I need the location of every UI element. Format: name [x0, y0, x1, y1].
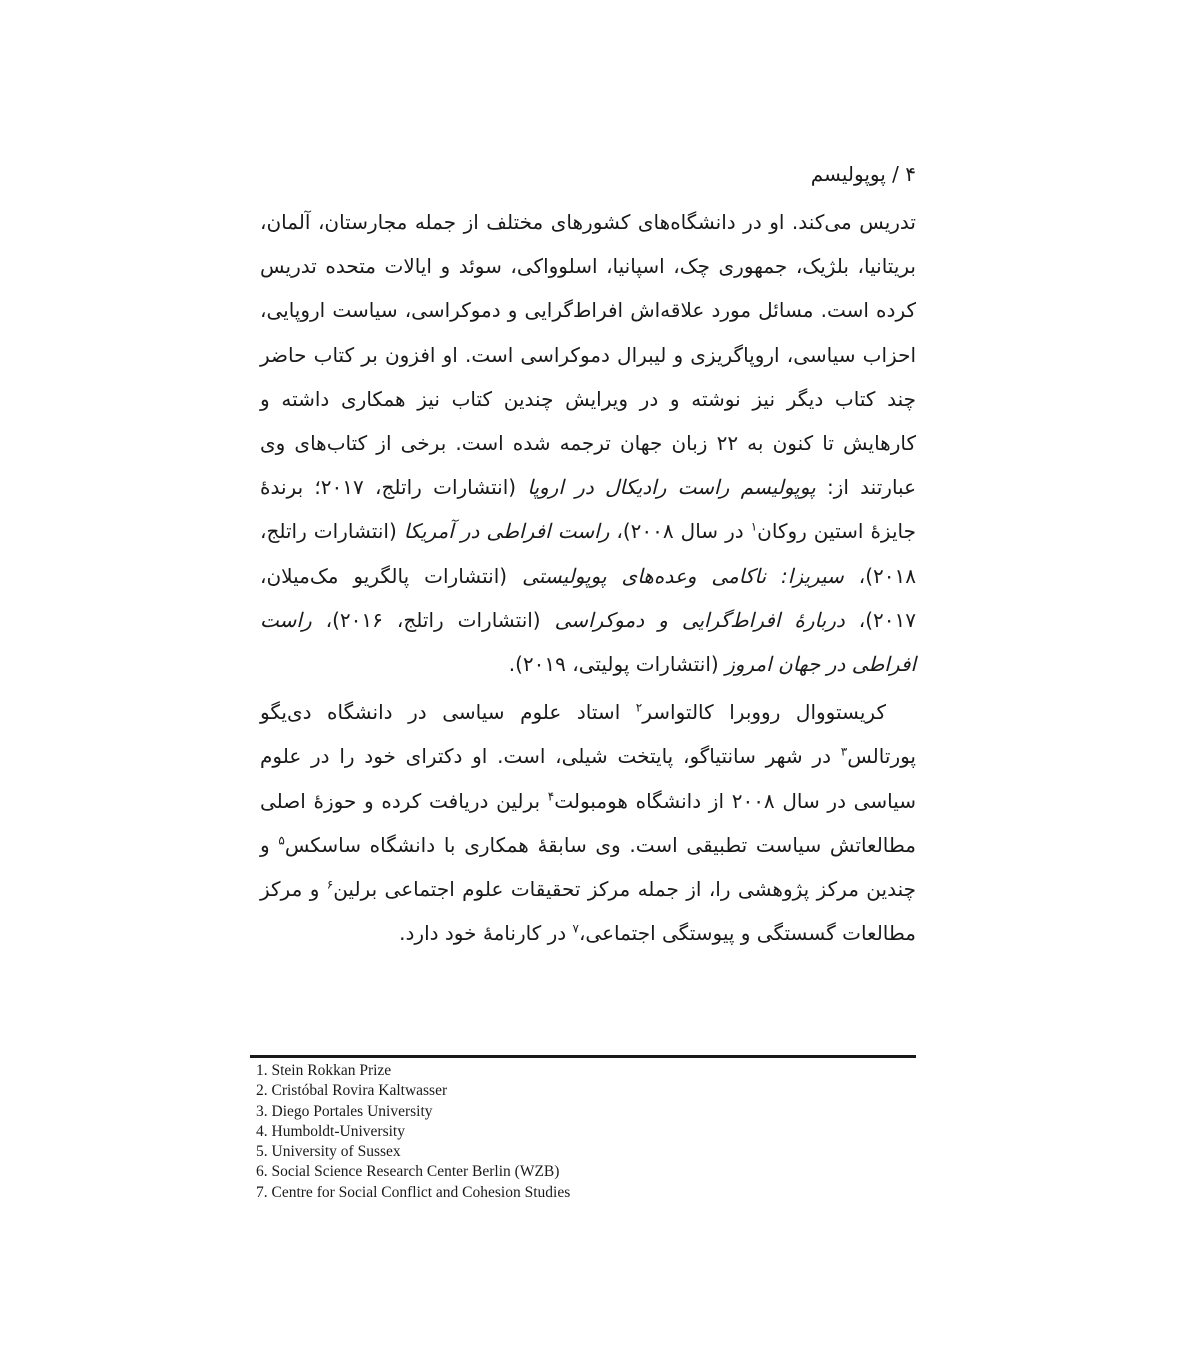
book-title: راست افراطی در جهان امروز: [260, 607, 916, 677]
text-run: (انتشارات پولیتی، ۲۰۱۹).: [508, 652, 726, 677]
footnote-separator: [250, 1055, 916, 1058]
text-run: در سال ۲۰۰۸)،: [609, 519, 751, 544]
footnote-marker: ۲: [635, 700, 643, 715]
text-run: و مرکز مطالعات گسستگی و پیوستگی اجتماعی،: [260, 877, 916, 946]
footnote-item: 4. Humboldt-University: [256, 1122, 405, 1140]
body-text: [260, 200, 916, 955]
book-title: پوپولیسم راست رادیکال در اروپا: [527, 475, 816, 500]
text-run: کریستووال رووبرا کالتواسر: [642, 700, 886, 725]
footnote-item: 7. Centre for Social Conflict and Cohesion Studies: [256, 1183, 571, 1201]
text-run: و چندین مرکز پژوهشی را، از جمله مرکز تحقیقات علوم اجتماعی برلین: [260, 832, 916, 902]
text-run: برلین دریافت کرده و حوزهٔ اصلی مطالعاتش سیاست تطبیقی است. وی سابقهٔ همکاری با دانشگاه ساسکس: [260, 788, 917, 857]
footnote-item: 2. Cristóbal Rovira Kaltwasser: [256, 1082, 448, 1100]
book-title: سیریزا: ناکامی وعده‌های پوپولیستی: [522, 563, 844, 588]
text-run: (انتشارات راتلج، ۲۰۱۷؛ برندهٔ جایزهٔ استین روکان: [260, 475, 916, 544]
text-run: در کارنامهٔ خود دارد.: [399, 921, 573, 946]
footnote-marker: ۱: [750, 519, 758, 534]
book-title: دربارهٔ افراط‌گرایی و دموکراسی: [554, 607, 845, 632]
footnote-item: 1. Stein Rokkan Prize: [256, 1062, 392, 1079]
footnote-marker: ۳: [840, 744, 848, 759]
text-run: تدریس می‌کند. او در دانشگاه‌های کشورهای مختلف از جمله مجارستان، آلمان، بریتانیا، بلژیک، جمهوری چک، اسپانیا، اسلوواکی، سوئد و ایالات متحده تدریس کرده است. مسائل مورد علاقه‌اش افراط‌گرایی و دموکراسی، سیاست اروپایی، احزاب سیاسی، اروپاگریزی و لیبرال دموکراسی است. او افزون بر کتاب حاضر چند کتاب دیگر نیز نوشته و در ویرایش چندین کتاب نیز همکاری داشته و کارهایش تا کنون به ۲۲ زبان جهان ترجمه شده است. برخی از کتاب‌های وی عبارتند از:: [260, 210, 917, 500]
footnote-marker: ۵: [278, 833, 285, 848]
book-title: راست افراطی در آمریکا: [403, 519, 610, 544]
text-run: در شهر سانتیاگو، پایتخت شیلی، است. او دکترای خود را در علوم سیاسی در سال ۲۰۰۸ از دانشگاه هومبولت: [260, 744, 916, 813]
footnote-item: 3. Diego Portales University: [256, 1102, 433, 1120]
text-run: (انتشارات راتلج، ۲۰۱۶)،: [311, 607, 555, 632]
page-header: ۴ / پوپولیسم: [810, 162, 916, 186]
text-run: (انتشارات راتلج، ۲۰۱۸)،: [260, 519, 916, 588]
text-run: (انتشارات پالگریو مک‌میلان، ۲۰۱۷)،: [260, 563, 917, 632]
footnote-item: 6. Social Science Research Center Berlin (WZB): [256, 1163, 560, 1181]
footnote-marker: ۶: [326, 877, 334, 892]
footnote-marker: ۷: [572, 921, 579, 936]
footnote-item: 5. University of Sussex: [256, 1143, 401, 1161]
text-run: استاد علوم سیاسی در دانشگاه دی‌یگو پورتالس: [260, 700, 916, 769]
paragraph-2: [260, 690, 916, 955]
footnotes-list: [256, 1061, 916, 1203]
footnote-marker: ۴: [547, 788, 555, 803]
paragraph-1: [260, 200, 916, 686]
